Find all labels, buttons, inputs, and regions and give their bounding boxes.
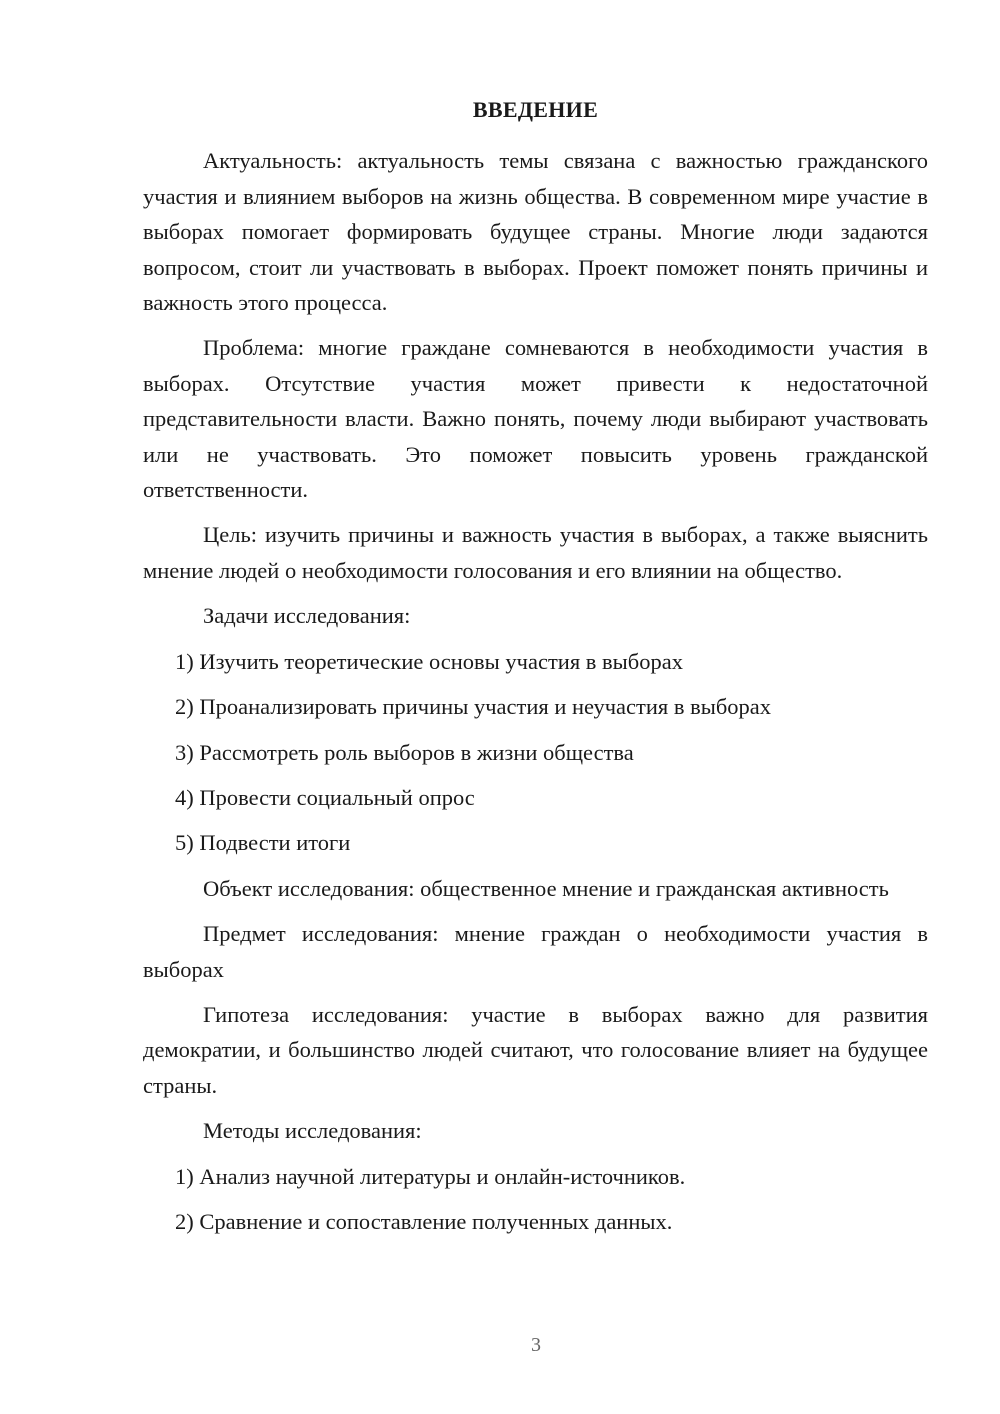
problem-paragraph: Проблема: многие граждане сомневаются в необходимости участия в выборах. Отсутствие участия может привести к недостаточной представительности власти. Важно понять, почему люди выбирают участвовать или не участвовать. Это поможет повысить уровень гражданской ответственности. — [143, 335, 928, 503]
section-title: ВВЕДЕНИЕ — [472, 97, 599, 122]
method-item: 1) Анализ научной литературы и онлайн-источников. — [175, 1163, 686, 1189]
page-number: 3 — [531, 1334, 541, 1356]
method-item: 2) Сравнение и сопоставление полученных данных. — [175, 1208, 673, 1234]
document-page — [143, 92, 928, 1249]
tasks-heading: Задачи исследования: — [203, 603, 411, 629]
methods-heading: Методы исследования: — [203, 1118, 422, 1144]
object-paragraph: Объект исследования: общественное мнение и гражданская активность — [203, 875, 889, 901]
task-item: 1) Изучить теоретические основы участия в выборах — [175, 648, 683, 674]
hypothesis-paragraph: Гипотеза исследования: участие в выборах важно для развития демократии, и большинство людей считают, что голосование влияет на будущее страны. — [143, 1001, 928, 1098]
task-item: 2) Проанализировать причины участия и неучастия в выборах — [175, 694, 772, 720]
task-item: 4) Провести социальный опрос — [175, 784, 475, 810]
goal-paragraph: Цель: изучить причины и важность участия в выборах, а также выяснить мнение людей о необходимости голосования и его влиянии на общество. — [143, 522, 928, 583]
task-item: 3) Рассмотреть роль выборов в жизни общества — [175, 739, 634, 765]
relevance-paragraph: Актуальность: актуальность темы связана с важностью гражданского участия и влиянием выборов на жизнь общества. В современном мире участие в выборах помогает формировать будущее страны. Многие люди задаются вопросом, стоит ли участвовать в выборах. Проект поможет понять причины и важность этого процесса. — [143, 148, 928, 316]
subject-paragraph: Предмет исследования: мнение граждан о необходимости участия в выборах — [143, 921, 928, 982]
task-item: 5) Подвести итоги — [175, 830, 351, 856]
